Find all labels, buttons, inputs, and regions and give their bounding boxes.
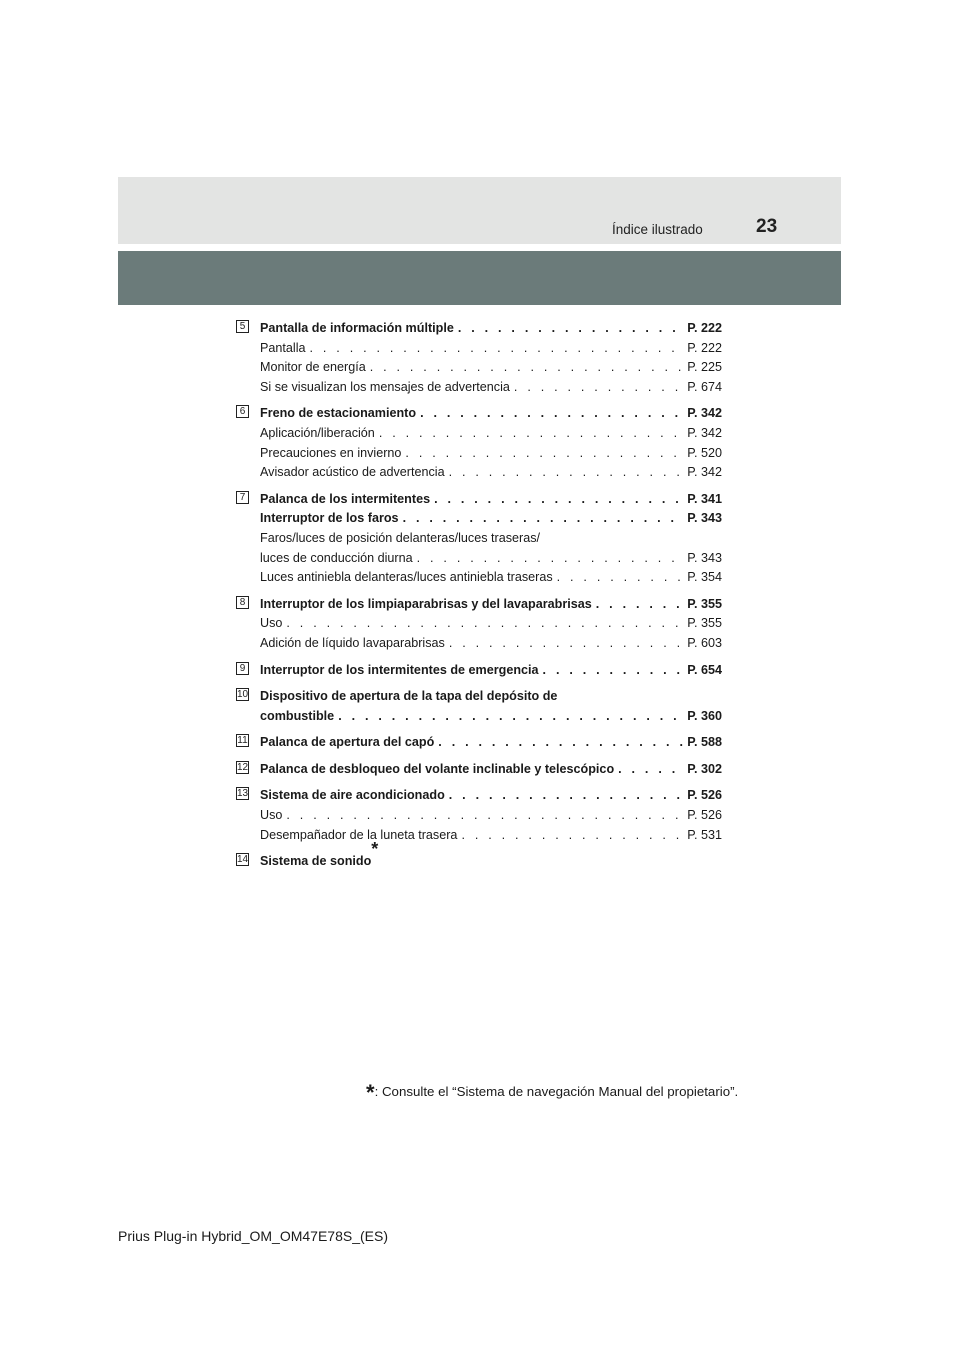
index-group [236, 404, 722, 482]
entry-label: Uso [260, 808, 283, 823]
index-entry-sub [260, 634, 722, 654]
page-number: 23 [756, 216, 778, 237]
footnote-marker: * [366, 1080, 375, 1105]
item-number-badge: 5 [236, 320, 249, 333]
index-list [236, 319, 722, 879]
index-entry-main [260, 786, 722, 806]
page-reference[interactable]: P. 526 [687, 808, 722, 823]
footnote-star: * [371, 839, 379, 860]
footer-doc-id: Prius Plug-in Hybrid_OM_OM47E78S_(ES) [118, 1228, 388, 1244]
index-entry-sub [260, 806, 722, 826]
section-title: Índice ilustrado [612, 222, 703, 237]
page-reference[interactable]: P. 355 [687, 616, 722, 631]
dot-leader [449, 786, 683, 806]
index-entry-sub [260, 444, 722, 464]
index-entry-main [260, 509, 722, 529]
index-entry-sub [260, 826, 722, 846]
page-reference[interactable]: P. 222 [687, 340, 722, 355]
page-reference[interactable]: P. 342 [687, 465, 722, 480]
entry-label: Aplicación/liberación [260, 425, 375, 440]
index-entry-sub [260, 339, 722, 359]
index-entry-main [260, 490, 722, 510]
dot-leader [618, 760, 683, 780]
page-reference[interactable]: P. 603 [687, 635, 722, 650]
page-reference[interactable]: P. 225 [687, 360, 722, 375]
entry-label: Precauciones en invierno [260, 445, 402, 460]
index-group [236, 733, 722, 753]
page-reference[interactable]: P. 343 [687, 511, 722, 526]
dot-leader [449, 463, 684, 483]
entry-label: Palanca de apertura del capó [260, 735, 435, 750]
entry-label: combustible [260, 708, 335, 723]
index-group [236, 839, 722, 872]
page-reference[interactable]: P. 355 [687, 596, 722, 611]
index-entry-sub [260, 358, 722, 378]
index-entry-sub [260, 463, 722, 483]
page-reference[interactable]: P. 674 [687, 379, 722, 394]
index-group [236, 319, 722, 397]
entry-label: Luces antiniebla delanteras/luces antiniebla traseras [260, 570, 553, 585]
page-reference[interactable]: P. 531 [687, 827, 722, 842]
index-group [236, 786, 722, 845]
dot-leader [458, 319, 683, 339]
index-entry-sub [260, 378, 722, 398]
header-band [118, 177, 841, 244]
page-reference[interactable]: P. 342 [687, 406, 722, 421]
entry-label: Freno de estacionamiento [260, 406, 417, 421]
dot-leader [310, 339, 684, 359]
index-entry-sub [260, 549, 722, 569]
dot-leader [417, 549, 684, 569]
index-entry-main [260, 319, 722, 339]
entry-label: Si se visualizan los mensajes de advertencia [260, 379, 510, 394]
dot-leader [461, 826, 683, 846]
entry-label: Dispositivo de apertura de la tapa del depósito de [260, 689, 558, 704]
item-number-badge: 10 [237, 689, 249, 701]
footnote [366, 1076, 739, 1105]
dot-leader [286, 806, 683, 826]
dot-leader [438, 733, 683, 753]
index-group [236, 661, 722, 681]
index-group [236, 760, 722, 780]
entry-label: Interruptor de los intermitentes de emergencia [260, 662, 539, 677]
item-number-badge: 13 [237, 788, 249, 800]
index-entry-main [260, 839, 722, 872]
index-entry-sub [260, 529, 722, 549]
dot-leader [449, 634, 683, 654]
item-number-badge: 12 [237, 761, 249, 773]
item-number-badge: 7 [236, 491, 249, 504]
header-dark-band [118, 251, 841, 305]
entry-label: Faros/luces de posición delanteras/luces traseras/ [260, 530, 541, 545]
item-number-badge: 8 [236, 596, 249, 609]
entry-label: Sistema de aire acondicionado [260, 788, 445, 803]
footnote-text: : Consulte el “Sistema de navegación Manual del propietario”. [374, 1084, 739, 1099]
dot-leader [557, 568, 684, 588]
entry-label: Palanca de los intermitentes [260, 491, 431, 506]
page-reference[interactable]: P. 520 [687, 445, 722, 460]
dot-leader [420, 404, 683, 424]
page-reference[interactable]: P. 360 [687, 708, 722, 723]
page-reference[interactable]: P. 588 [687, 735, 722, 750]
page-reference[interactable]: P. 526 [687, 788, 722, 803]
page-reference[interactable]: P. 654 [687, 662, 722, 677]
dot-leader [403, 509, 684, 529]
index-entry-main [260, 687, 722, 707]
dot-leader [338, 707, 683, 727]
item-number-badge: 11 [237, 735, 248, 747]
dot-leader [379, 424, 683, 444]
entry-label: Uso [260, 616, 283, 631]
item-number-badge: 14 [237, 854, 249, 866]
dot-leader [596, 595, 683, 615]
item-number-badge: 6 [236, 405, 249, 418]
index-entry-main [260, 404, 722, 424]
page-reference[interactable]: P. 341 [687, 491, 722, 506]
page-reference[interactable]: P. 342 [687, 425, 722, 440]
page-reference[interactable]: P. 222 [687, 321, 722, 335]
dot-leader [370, 358, 683, 378]
entry-label: Palanca de desbloqueo del volante inclinable y telescópico [260, 761, 615, 776]
page-reference[interactable]: P. 343 [687, 550, 722, 565]
entry-label: Interruptor de los limpiaparabrisas y del lavaparabrisas [260, 596, 592, 611]
entry-label: Pantalla [260, 340, 306, 355]
entry-label: Adición de líquido lavaparabrisas [260, 635, 445, 650]
index-entry-main [260, 707, 722, 727]
index-entry-main [260, 595, 722, 615]
dot-leader [543, 661, 684, 681]
index-group [236, 595, 722, 654]
index-entry-main [260, 760, 722, 780]
entry-label: Monitor de energía [260, 360, 366, 375]
index-entry-sub [260, 568, 722, 588]
page-reference[interactable]: P. 302 [687, 761, 722, 776]
index-entry-sub [260, 424, 722, 444]
entry-label: Pantalla de información múltiple [260, 321, 454, 335]
item-number-badge: 9 [236, 662, 249, 675]
index-group [236, 687, 722, 726]
entry-label: Interruptor de los faros [260, 511, 399, 526]
index-entry-main [260, 661, 722, 681]
entry-label: Sistema de sonido [260, 854, 372, 869]
dot-leader [405, 444, 683, 464]
dot-leader [434, 490, 683, 510]
dot-leader [514, 378, 683, 398]
entry-label: luces de conducción diurna [260, 550, 413, 565]
page-reference[interactable]: P. 354 [687, 570, 722, 585]
index-entry-main [260, 733, 722, 753]
dot-leader [286, 614, 683, 634]
entry-label: Desempañador de la luneta trasera [260, 827, 458, 842]
index-group [236, 490, 722, 588]
entry-label: Avisador acústico de advertencia [260, 465, 445, 480]
index-entry-sub [260, 614, 722, 634]
